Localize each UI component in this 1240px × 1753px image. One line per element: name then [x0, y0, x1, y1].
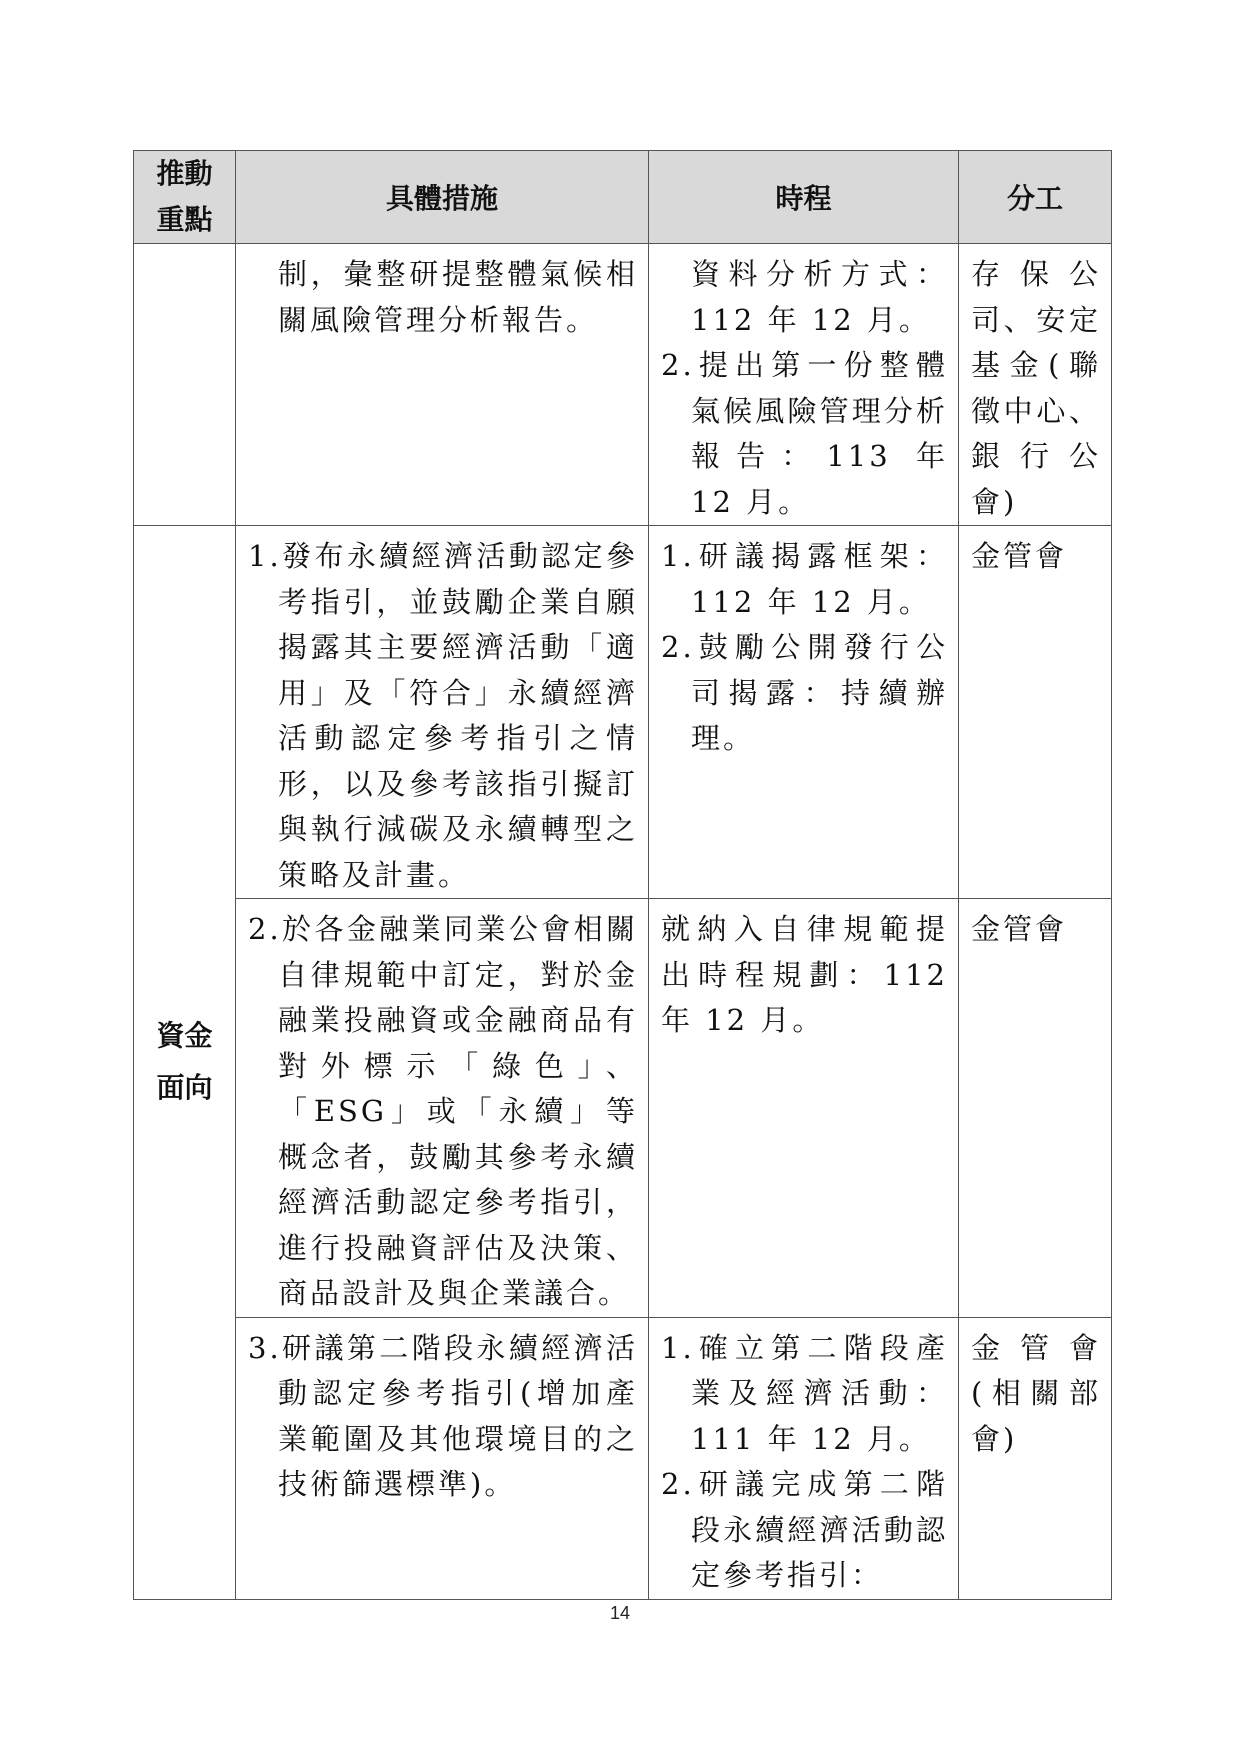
division-text: 金管會: [971, 539, 1068, 573]
schedule-item: 1.研議揭露框架：112 年 12 月。: [661, 539, 948, 619]
measures-cell: [236, 526, 649, 899]
schedule-item: 1.確立第二階段產業及經濟活動：111 年 12 月。: [661, 1330, 948, 1456]
schedule-item: 2.鼓勵公開發行公司揭露：持續辦理。: [661, 630, 948, 755]
measure-item: 1.發布永續經濟活動認定參考指引，並鼓勵企業自願揭露其主要經濟活動「適用」及「符合」永續經濟活動認定參考指引之情形，以及參考該指引擬訂與執行減碳及永續轉型之策略及計畫。: [248, 539, 638, 892]
schedule-cell: [649, 244, 959, 526]
table-row: [134, 1317, 1112, 1599]
measures-cell: [236, 899, 649, 1318]
table-header-row: [134, 151, 1112, 244]
page-number: 14: [609, 1603, 631, 1623]
header-focus-line2: 重點: [156, 203, 213, 236]
measures-cell: [236, 244, 649, 526]
header-focus-line1: 推動: [156, 157, 213, 190]
focus-cell-funding: [134, 526, 236, 1600]
header-division: 分工: [959, 151, 1112, 244]
measures-table: [133, 150, 1112, 1600]
measures-cell: [236, 1317, 649, 1599]
header-measures: 具體措施: [236, 151, 649, 244]
header-schedule: 時程: [649, 151, 959, 244]
focus-line1: 資金: [156, 1019, 213, 1053]
focus-cell-empty: [134, 244, 236, 526]
schedule-item: 2.提出第一份整體氣候風險管理分析報告：113 年 12 月。: [661, 348, 948, 519]
table-row: [134, 244, 1112, 526]
schedule-text: 資料分析方式：112 年 12 月。: [691, 257, 948, 337]
measure-item: 3.研議第二階段永續經濟活動認定參考指引(增加產業範圍及其他環境目的之技術篩選標準)。: [248, 1330, 638, 1501]
division-cell: [959, 899, 1112, 1318]
division-text: 存保公司、安定基金(聯徵中心、銀行公會): [971, 257, 1101, 519]
schedule-cell: [649, 1317, 959, 1599]
division-cell: [959, 526, 1112, 899]
division-text: 金管會: [971, 912, 1068, 946]
schedule-cell: [649, 899, 959, 1318]
division-text: 金管會(相關部會): [971, 1330, 1101, 1456]
measure-item: 2.於各金融業同業公會相關自律規範中訂定，對於金融業投融資或金融商品有對外標示「綠色」、「ESG」或「永續」等概念者，鼓勵其參考永續經濟活動認定參考指引，進行投融資評估及決策、商品設計及與企業議合。: [248, 912, 638, 1310]
schedule-cell: [649, 526, 959, 899]
header-focus: [134, 151, 236, 244]
table-row: [134, 526, 1112, 899]
focus-line2: 面向: [156, 1071, 213, 1105]
schedule-text: 就納入自律規範提出時程規劃：112 年 12 月。: [661, 912, 948, 1037]
schedule-item: 2.研議完成第二階段永續經濟活動認定參考指引：: [661, 1467, 948, 1592]
division-cell: [959, 244, 1112, 526]
table-row: [134, 899, 1112, 1318]
measure-text: 制，彙整研提整體氣候相關風險管理分析報告。: [278, 257, 638, 337]
division-cell: [959, 1317, 1112, 1599]
